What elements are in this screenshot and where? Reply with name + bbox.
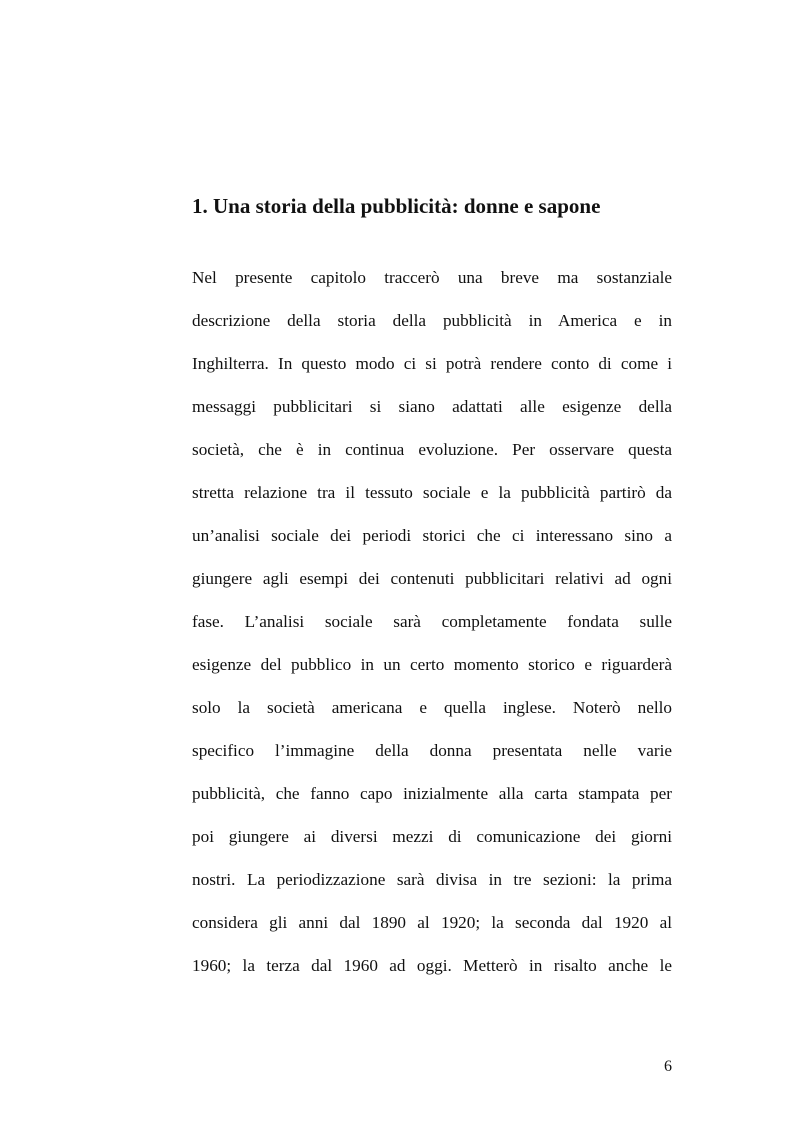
paragraph-line: stretta relazione tra il tessuto sociale e la pubblicità partirò da (192, 483, 672, 502)
paragraph-line: solo la società americana e quella inglese. Noterò nello (192, 698, 672, 717)
paragraph-line: poi giungere ai diversi mezzi di comunicazione dei giorni (192, 827, 672, 846)
paragraph-line: un’analisi sociale dei periodi storici che ci interessano sino a (192, 526, 672, 545)
paragraph-line: Inghilterra. In questo modo ci si potrà rendere conto di come i (192, 354, 672, 373)
paragraph-line: pubblicità, che fanno capo inizialmente alla carta stampata per (192, 784, 672, 803)
paragraph-line: società, che è in continua evoluzione. Per osservare questa (192, 440, 672, 459)
chapter-heading: 1. Una storia della pubblicità: donne e sapone (192, 194, 601, 218)
paragraph-line: descrizione della storia della pubblicità in America e in (192, 311, 672, 330)
page-number: 6 (664, 1058, 672, 1075)
body-paragraph (192, 264, 672, 995)
paragraph-line: fase. L’analisi sociale sarà completamente fondata sulle (192, 612, 672, 631)
paragraph-line: esigenze del pubblico in un certo momento storico e riguarderà (192, 655, 672, 674)
paragraph-line: 1960; la terza dal 1960 ad oggi. Metterò in risalto anche le (192, 956, 672, 975)
paragraph-line: considera gli anni dal 1890 al 1920; la seconda dal 1920 al (192, 913, 672, 932)
paragraph-line: specifico l’immagine della donna presentata nelle varie (192, 741, 672, 760)
paragraph-line: Nel presente capitolo traccerò una breve ma sostanziale (192, 268, 672, 287)
paragraph-line: giungere agli esempi dei contenuti pubblicitari relativi ad ogni (192, 569, 672, 588)
paragraph-line: messaggi pubblicitari si siano adattati alle esigenze della (192, 397, 672, 416)
paragraph-line: nostri. La periodizzazione sarà divisa in tre sezioni: la prima (192, 870, 672, 889)
